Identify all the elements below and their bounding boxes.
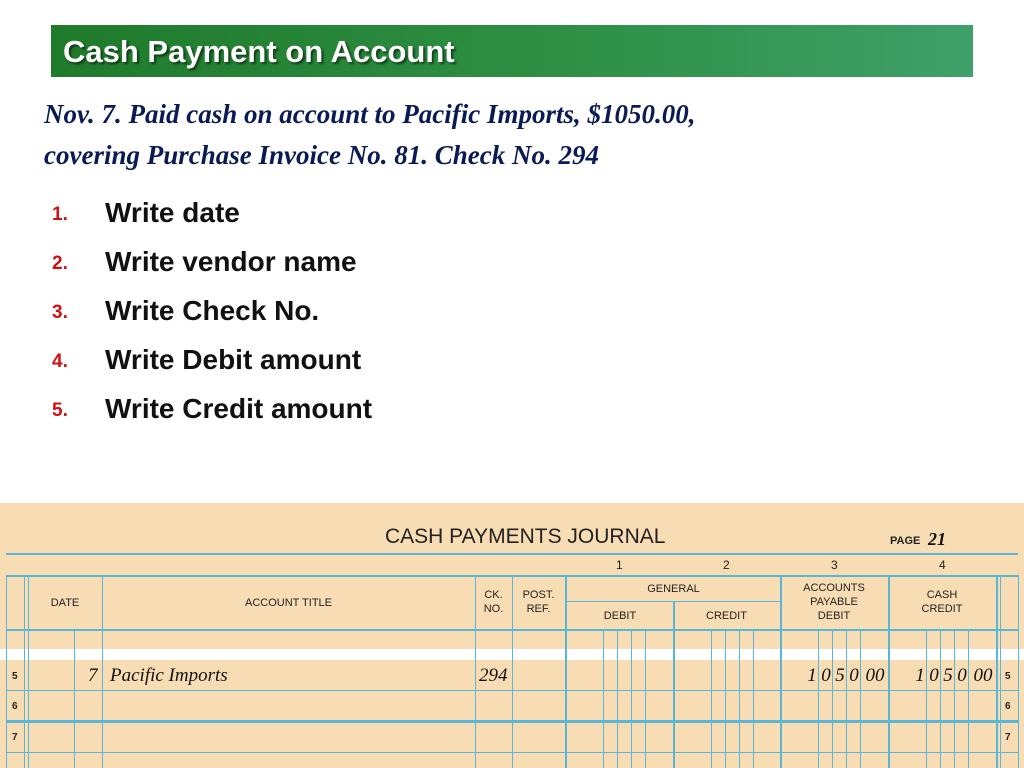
step-text: Write Credit amount — [105, 393, 373, 424]
column-line — [832, 629, 833, 768]
column-line — [926, 629, 927, 768]
cash-credit-digit: 5 — [943, 665, 953, 686]
step-number: 3. — [52, 302, 68, 323]
ap-debit-cents: 00 — [865, 665, 885, 686]
column-line — [996, 575, 998, 768]
column-line — [603, 629, 604, 768]
step-number: 1. — [52, 204, 68, 225]
header-post-ref-line2: REF. — [526, 603, 551, 615]
transaction-line-2: covering Purchase Invoice No. 81. Check No. 294 — [44, 140, 599, 170]
column-line — [565, 575, 567, 768]
cash-credit-digit: 0 — [957, 665, 967, 686]
column-number: 2 — [723, 558, 730, 572]
row-number-left: 7 — [12, 732, 18, 743]
rule-line — [6, 553, 1018, 555]
entry-account-title: Pacific Imports — [110, 665, 228, 686]
row-number-left: 5 — [12, 671, 18, 682]
ap-debit-digit: 0 — [821, 665, 831, 686]
cash-payments-journal — [0, 503, 1024, 768]
header-account-title: ACCOUNT TITLE — [245, 597, 332, 609]
step-number: 2. — [52, 253, 68, 274]
column-line — [954, 629, 955, 768]
column-number: 1 — [616, 558, 623, 572]
transaction-description — [44, 94, 1004, 176]
column-line — [818, 629, 819, 768]
entry-date-day: 7 — [88, 665, 98, 686]
step-text: Write vendor name — [105, 246, 357, 277]
column-line — [711, 629, 712, 768]
ap-debit-digit: 5 — [835, 665, 845, 686]
step-number: 5. — [52, 400, 68, 421]
header-general-debit: DEBIT — [603, 610, 637, 622]
column-line — [6, 575, 7, 768]
header-accounts-payable-debit — [780, 581, 888, 623]
header-cash-line1: CASH — [926, 589, 958, 601]
step-number: 4. — [52, 351, 68, 372]
step-text: Write Debit amount — [105, 344, 362, 375]
header-post-ref-line1: POST. — [522, 589, 555, 601]
journal-title: CASH PAYMENTS JOURNAL — [385, 525, 666, 548]
header-cash-credit — [888, 588, 996, 616]
column-line — [860, 629, 861, 768]
row-number-right: 5 — [1005, 671, 1011, 682]
column-line — [940, 629, 941, 768]
header-ap-line2: PAYABLE — [810, 596, 858, 608]
journal-page-number: 21 — [928, 529, 946, 549]
header-date: DATE — [50, 597, 80, 609]
row-number-right: 6 — [1005, 701, 1011, 712]
column-line — [1018, 575, 1019, 768]
column-number: 3 — [831, 558, 838, 572]
column-line — [74, 629, 75, 768]
header-ap-line1: ACCOUNTS — [803, 582, 865, 594]
slide-title-bar — [51, 25, 973, 77]
header-cash-line2: CREDIT — [921, 603, 963, 615]
cash-credit-digit: 0 — [929, 665, 939, 686]
cash-credit-digit: 1 — [915, 665, 925, 686]
header-ap-line3: DEBIT — [817, 610, 851, 622]
column-line — [739, 629, 740, 768]
column-line — [725, 629, 726, 768]
row-number-left: 6 — [12, 701, 18, 712]
header-ck-no-line2: NO. — [483, 603, 504, 615]
cash-credit-cents: 00 — [973, 665, 993, 686]
ap-debit-digit: 0 — [849, 665, 859, 686]
row-number-right: 7 — [1005, 732, 1011, 743]
transaction-line-1: Nov. 7. Paid cash on account to Pacific Imports, $1050.00, — [44, 99, 696, 129]
header-general: GENERAL — [647, 583, 700, 595]
header-ck-no-line1: CK. — [484, 589, 503, 601]
journal-page-label: PAGE — [890, 535, 921, 547]
header-post-ref — [512, 588, 565, 616]
column-line — [1000, 575, 1001, 768]
column-line — [645, 629, 646, 768]
header-ck-no — [475, 588, 512, 616]
column-number: 4 — [939, 558, 946, 572]
column-line — [846, 629, 847, 768]
column-line — [673, 601, 675, 768]
ap-debit-digit: 1 — [807, 665, 817, 686]
header-general-credit: CREDIT — [706, 610, 747, 622]
column-line — [753, 629, 754, 768]
column-line — [617, 629, 618, 768]
slide-title: Cash Payment on Account — [63, 34, 455, 69]
column-line — [968, 629, 969, 768]
column-line — [24, 575, 25, 768]
entry-check-number: 294 — [479, 665, 508, 686]
step-text: Write Check No. — [105, 295, 320, 326]
column-line — [631, 629, 632, 768]
step-text: Write date — [105, 197, 240, 228]
